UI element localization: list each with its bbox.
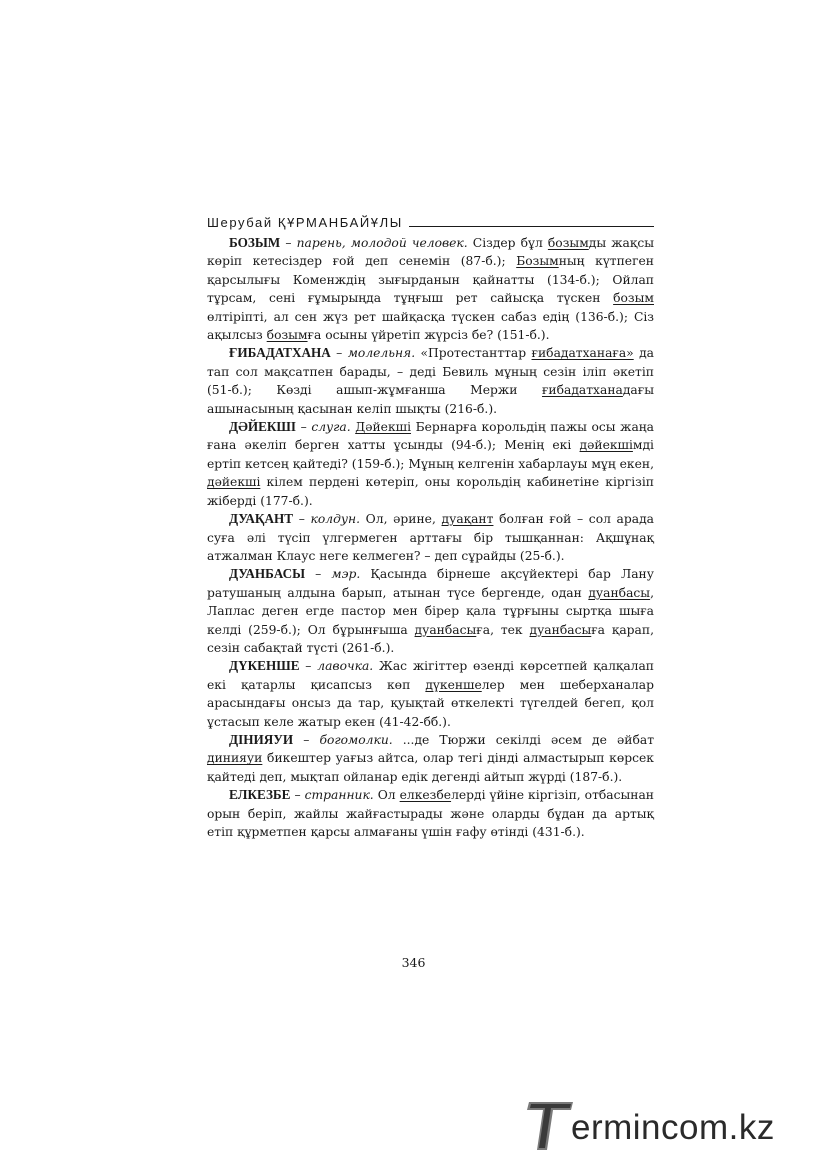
- example-text: ға осыны үйретіп жүрсіз бе? (151-б.).: [307, 328, 550, 343]
- example-term: дәйекші: [207, 475, 261, 490]
- example-term: дәйекші: [579, 438, 633, 453]
- example-text: «Протестанттар: [415, 346, 532, 361]
- example-term: дүкенше: [425, 677, 482, 692]
- example-term: бозым: [613, 291, 654, 306]
- example-term: дуанбасы: [529, 622, 592, 637]
- example-term: елкезбе: [399, 788, 452, 803]
- dictionary-entry: [207, 234, 654, 344]
- dictionary-entry: [207, 731, 654, 786]
- example-term: дуанбасы: [414, 622, 477, 637]
- entry-headword: ЕЛКЕЗБЕ: [229, 787, 291, 803]
- example-text: ды жақсы көріп кетесіздер ғой деп сенемін (87-б.);: [207, 236, 655, 269]
- example-term: бозым: [547, 236, 589, 250]
- example-text: мді ертіп кетсең қайтеді? (159-б.); Мұның келгенін хабарлауы мұң екен,: [207, 438, 654, 471]
- example-text: Сіздер бұл: [467, 236, 548, 250]
- example-term: ғибадатхана: [541, 383, 623, 398]
- dictionary-entries: [207, 234, 654, 841]
- example-text: лерді үйіне кіргізіп, отбасынан орын беріп, жайлы жайғастырады және оларды бұдан да артық етіп құрметпен қарсы алмағаны үшін ғафу өтінді (431-б.).: [207, 788, 654, 839]
- entry-dash: –: [290, 788, 305, 803]
- dictionary-entry: [207, 344, 654, 418]
- page-header: [207, 212, 654, 230]
- entry-headword: ДУАНБАСЫ: [229, 566, 306, 582]
- entry-dash: –: [293, 732, 320, 747]
- running-head-author: Шерубай ҚҰРМАНБАЙҰЛЫ: [207, 215, 403, 230]
- example-text: да тап сол мақсатпен барады, – деді Бевиль мұның сезін іліп әкетіп (51-б.); Көзді ашып-жұмғанша Мержи: [207, 346, 654, 398]
- example-text: Бернарға корольдің пажы осы жаңа ғана әкеліп берген хатты ұсынды (94-б.); Менің екі: [207, 420, 654, 453]
- entry-headword: ДҮКЕНШЕ: [229, 658, 300, 674]
- entry-headword: ҒИБАДАТХАНА: [229, 345, 331, 361]
- example-text: кілем пердені көтеріп, оны корольдің кабинетіне кіргізіп жіберді (177-б.).: [207, 475, 654, 508]
- example-text: Қасында бірнеше ақсүйектері бар Лану ратушаның алдына барып, атынан түсе бергенде, одан: [207, 567, 654, 600]
- entry-translation: молельня.: [347, 346, 416, 361]
- example-text: ...де Тюржи секілді әсем де әйбат: [392, 732, 655, 747]
- logo-text: ermincom.kz: [571, 1108, 775, 1147]
- example-term: дуанбасы: [588, 585, 651, 600]
- dictionary-entry: [207, 657, 654, 731]
- dictionary-entry: [207, 418, 654, 510]
- entry-headword: ДІНИЯУИ: [229, 731, 294, 747]
- entry-translation: колдун.: [310, 512, 361, 527]
- example-text: лер мен шеберханалар арасындағы онсыз да тар, қуықтай өткелекті түгелдей бегеп, қол ұстасып келе жатыр екен (41-42-бб.).: [207, 677, 654, 729]
- example-text: бикештер уағыз айтса, олар тегі дінді алмастырып көрсек қайтеді деп, мықтап ойланар едік дегенді айтып жүрді (187-б.).: [207, 751, 654, 784]
- entry-dash: –: [296, 420, 312, 435]
- entry-dash: –: [330, 346, 348, 361]
- entry-translation: богомолки.: [319, 732, 393, 747]
- dictionary-entry: [207, 510, 654, 565]
- page-number: 346: [401, 955, 426, 970]
- example-text: Ол: [373, 788, 400, 803]
- example-text: болған ғой – сол арада суға әлі түсіп үлгермеген арттағы бір тышқаннан: Ақшұнақ атжалман Клаус неге келмеген? – деп сұрайды (25-б.).: [207, 512, 654, 563]
- example-term: динияуи: [207, 751, 263, 766]
- example-term: Дәйекші: [355, 420, 412, 435]
- entry-dash: –: [293, 512, 311, 527]
- entry-translation: мэр.: [331, 567, 361, 582]
- example-text: ға, тек: [476, 622, 530, 637]
- example-text: , Лаплас деген егде пастор мен бірер қала тұрғыны сыртқа шыға келді (259-б.); Ол бұрынғыша: [207, 585, 654, 637]
- entry-headword: БОЗЫМ: [229, 235, 281, 250]
- example-text: дағы ашынасының қасынан келіп шықты (216-б.).: [207, 383, 654, 416]
- dictionary-entry: [207, 786, 654, 841]
- example-text: өлтіріпті, ал сен жүз рет шайқасқа түскен сабаз едің (136-б.); Сіз ақылсыз: [207, 309, 654, 343]
- example-text: Жас жігіттер өзенді көрсетпей қалқалап екі қатарлы қисапсыз көп: [207, 659, 655, 692]
- entry-translation: парень, молодой человек.: [296, 236, 468, 250]
- example-term: бозым: [266, 328, 308, 343]
- example-text: ға қарап, сезін сабақтай түсті (261-б.).: [207, 622, 654, 655]
- example-term: Бозым: [516, 254, 559, 269]
- example-term: ғибадатханаға»: [531, 346, 634, 361]
- example-text: Ол, әрине,: [360, 512, 442, 527]
- entry-translation: лавочка.: [317, 659, 374, 674]
- entry-headword: ДУАҚАНТ: [229, 511, 294, 527]
- termincom-logo[interactable]: [525, 1098, 815, 1154]
- entry-translation: слуга.: [311, 420, 351, 435]
- example-text: ның күтпеген қарсылығы Коменждің зығырданын қайнатты (134-б.); Ойлап тұрсам, сені ғұмырыңда тұңғыш рет сайысқа түскен: [207, 254, 654, 306]
- entry-headword: ДӘЙЕКШІ: [229, 419, 297, 435]
- entry-dash: –: [299, 659, 318, 674]
- header-rule: [409, 226, 654, 227]
- example-term: дуақант: [441, 512, 494, 527]
- dictionary-entry: [207, 565, 654, 657]
- entry-dash: –: [305, 567, 332, 582]
- entry-dash: –: [280, 236, 297, 250]
- entry-translation: странник.: [304, 788, 374, 803]
